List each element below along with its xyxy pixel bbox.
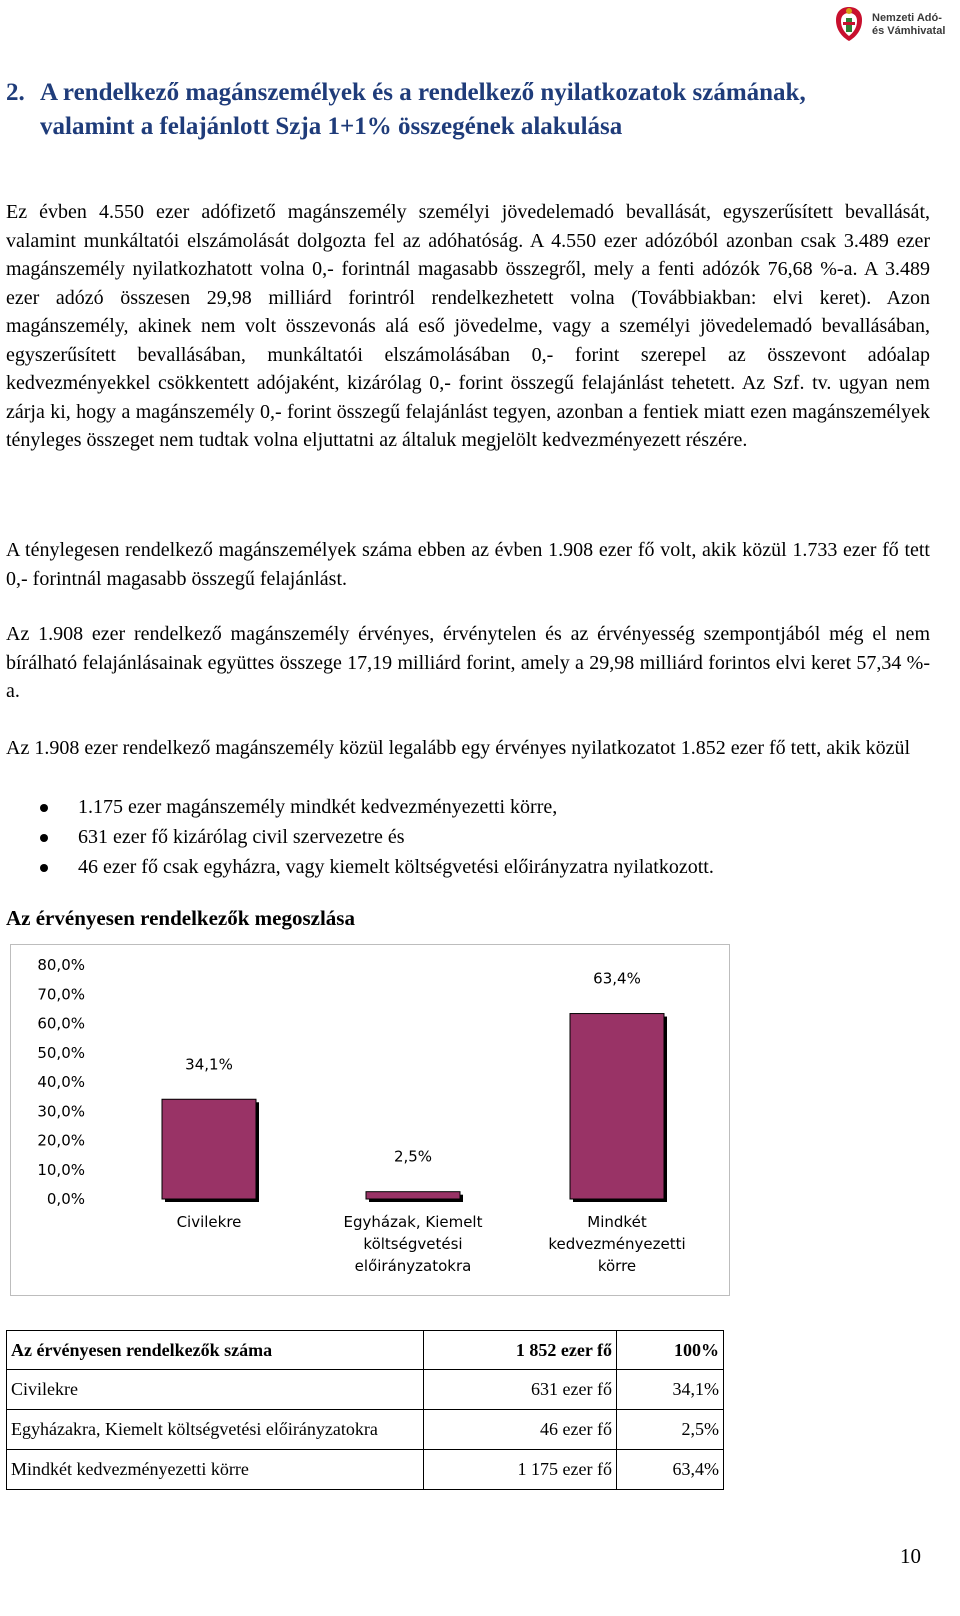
table-cell: Civilekre <box>7 1370 424 1410</box>
bar <box>570 1014 664 1199</box>
bullet-icon <box>40 804 48 812</box>
page-number: 10 <box>900 1544 921 1568</box>
y-tick-label: 80,0% <box>37 956 85 974</box>
y-tick-label: 30,0% <box>37 1102 85 1121</box>
y-tick-label: 40,0% <box>37 1073 85 1091</box>
table-row <box>7 1450 724 1490</box>
paragraph-intro: Ez évben 4.550 ezer adófizető magánszemély személyi jövedelemadó bevallását, egyszerűsített bevallását, valamint munkáltatói elszámolását dolgozta fel az adóhatóság. A 4.550 ezer adózóból azonban csak 3.489 ezer magánszemély nyilatkozhatott volna 0,- forintnál magasabb összegről, mely a fenti adózók 76,68 %-a. A 3.489 ezer adózó összesen 29,98 milliárd forintról rendelkezhetett volna (Továbbiakban: elvi keret). Azon magánszemély, akinek nem volt összevonás alá eső jövedelme, vagy a személyi jövedelemadó bevallásában, egyszerűsített bevallásában, munkáltatói elszámolásában 0,- forint szerepel az összevont adóalap kedvezményekkel csökkentett adójaként, kizárólag 0,- forint összegű felajánlást tehetett. Az Szf. tv. ugyan nem zárja ki, hogy a magánszemély 0,- forint összegű felajánlást tegyen, azonban a fentiek miatt ezen magánszemélyek tényleges összeget nem tudtak volna eljuttatni az általuk megjelölt kedvezményezett részére. <box>6 201 930 451</box>
table-cell: Mindkét kedvezményezetti körre <box>7 1450 424 1490</box>
nav-logo <box>832 4 952 44</box>
table-cell: 63,4% <box>617 1450 724 1490</box>
y-tick-label: 0,0% <box>46 1190 85 1208</box>
table-cell: 2,5% <box>617 1410 724 1450</box>
bullet-list <box>6 792 930 882</box>
x-tick-label: Civilekre <box>176 1213 242 1231</box>
table-cell: Az érvényesen rendelkezők száma <box>7 1331 424 1370</box>
y-tick-label: 20,0% <box>37 1131 85 1150</box>
y-tick-label: 50,0% <box>37 1043 85 1062</box>
logo-line-2: és Vámhivatal <box>872 25 946 37</box>
bar <box>162 1099 256 1199</box>
list-item: 46 ezer fő csak egyházra, vagy kiemelt költségvetési előirányzatra nyilatkozott. <box>6 852 930 882</box>
bullet-icon <box>40 834 48 842</box>
data-label: 34,1% <box>185 1055 233 1074</box>
x-tick-label: Mindkét kedvezményezetti körre <box>548 1213 686 1275</box>
bar <box>366 1192 460 1199</box>
data-label: 2,5% <box>393 1147 433 1166</box>
chart-canvas <box>11 945 729 1295</box>
paragraph-actual-count: A ténylegesen rendelkező magánszemélyek száma ebben az évben 1.908 ezer fő volt, akik közül 1.733 ezer fő tett 0,- forintnál magasabb összegű felajánlást. <box>6 539 930 590</box>
chart-title: Az érvényesen rendelkezők megoszlása <box>6 906 355 930</box>
table-cell: 34,1% <box>617 1370 724 1410</box>
data-label: 63,4% <box>593 969 641 988</box>
section-number: 2. <box>6 79 25 106</box>
table-header-row <box>7 1331 724 1370</box>
bullet-icon <box>40 864 48 872</box>
table-cell: Egyházakra, Kiemelt költségvetési előirányzatokra <box>7 1410 424 1450</box>
list-item: 631 ezer fő kizárólag civil szervezetre és <box>6 822 930 852</box>
section-heading <box>6 76 936 144</box>
distribution-chart <box>10 944 730 1296</box>
table-cell: 100% <box>617 1331 724 1370</box>
coat-of-arms-icon <box>832 4 866 44</box>
y-tick-label: 60,0% <box>37 1014 85 1033</box>
table-cell: 631 ezer fő <box>424 1370 617 1410</box>
table-cell: 1 852 ezer fő <box>424 1331 617 1370</box>
table-cell: 46 ezer fő <box>424 1410 617 1450</box>
list-item: 1.175 ezer magánszemély mindkét kedvezményezetti körre, <box>6 792 930 822</box>
table-cell: 1 175 ezer fő <box>424 1450 617 1490</box>
heading-line-1: A rendelkező magánszemélyek és a rendelkező nyilatkozatok számának, <box>40 79 806 106</box>
paragraph-valid-count: Az 1.908 ezer rendelkező magánszemély közül legalább egy érvényes nyilatkozatot 1.852 ezer fő tett, akik közül <box>6 737 911 759</box>
y-tick-label: 70,0% <box>37 985 85 1004</box>
logo-line-1: Nemzeti Adó- <box>872 12 942 24</box>
x-tick-label: Egyházak, Kiemelt költségvetési előirányzatokra <box>343 1213 483 1275</box>
distribution-table <box>6 1330 724 1490</box>
heading-line-2: valamint a felajánlott Szja 1+1% összegének alakulása <box>40 113 623 140</box>
table-row <box>7 1410 724 1450</box>
y-tick-label: 10,0% <box>37 1160 85 1179</box>
table-row <box>7 1370 724 1410</box>
paragraph-total-amount: Az 1.908 ezer rendelkező magánszemély érvényes, érvénytelen és az érvényesség szempontjából még el nem bírálható felajánlásainak együttes összege 17,19 milliárd forint, amely a 29,98 milliárd forintos elvi keret 57,34 %-a. <box>6 623 930 702</box>
